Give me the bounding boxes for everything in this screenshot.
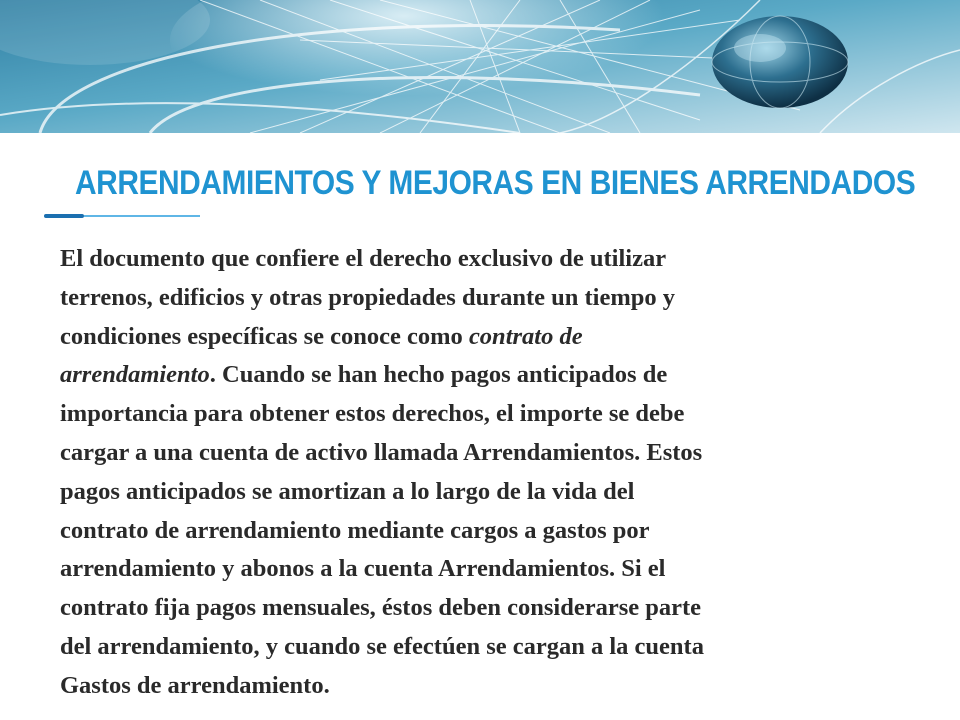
body-line: contrato de arrendamiento mediante cargos a gastos por <box>60 516 650 544</box>
globe-icon <box>712 16 848 108</box>
header-banner <box>0 0 960 133</box>
body-line: El documento que confiere el derecho exclusivo de utilizar <box>60 245 667 272</box>
underline-accent <box>44 214 84 218</box>
body-line: Gastos de arrendamiento. <box>60 671 330 699</box>
banner-graphic <box>0 0 960 133</box>
body-paragraph <box>60 240 920 706</box>
page-title: ARRENDAMIENTOS Y MEJORAS EN BIENES ARRENDADOS <box>75 164 916 202</box>
body-line: terrenos, edificios y otras propiedades durante un tiempo y <box>60 283 675 311</box>
body-line: Cuando se han hecho pagos anticipados de <box>222 361 668 389</box>
body-line: arrendamiento y abonos a la cuenta Arrendamientos. Si el <box>60 555 666 583</box>
body-line: pagos anticipados se amortizan a lo largo de la vida del <box>60 477 635 505</box>
body-line: del arrendamiento, y cuando se efectúen se cargan a la cuenta <box>60 632 704 660</box>
italic-term: contrato de <box>468 322 583 350</box>
title-underline <box>44 214 200 218</box>
underline-rule <box>84 215 200 217</box>
body-line: cargar a una cuenta de activo llamada Arrendamientos. Estos <box>60 438 703 466</box>
italic-term: arrendamiento <box>60 361 210 389</box>
body-line: condiciones específicas se conoce como <box>60 322 463 350</box>
italic-term-period: . <box>209 361 216 389</box>
body-line: contrato fija pagos mensuales, éstos deben considerarse parte <box>60 594 702 622</box>
body-line: importancia para obtener estos derechos, el importe se debe <box>60 400 685 428</box>
